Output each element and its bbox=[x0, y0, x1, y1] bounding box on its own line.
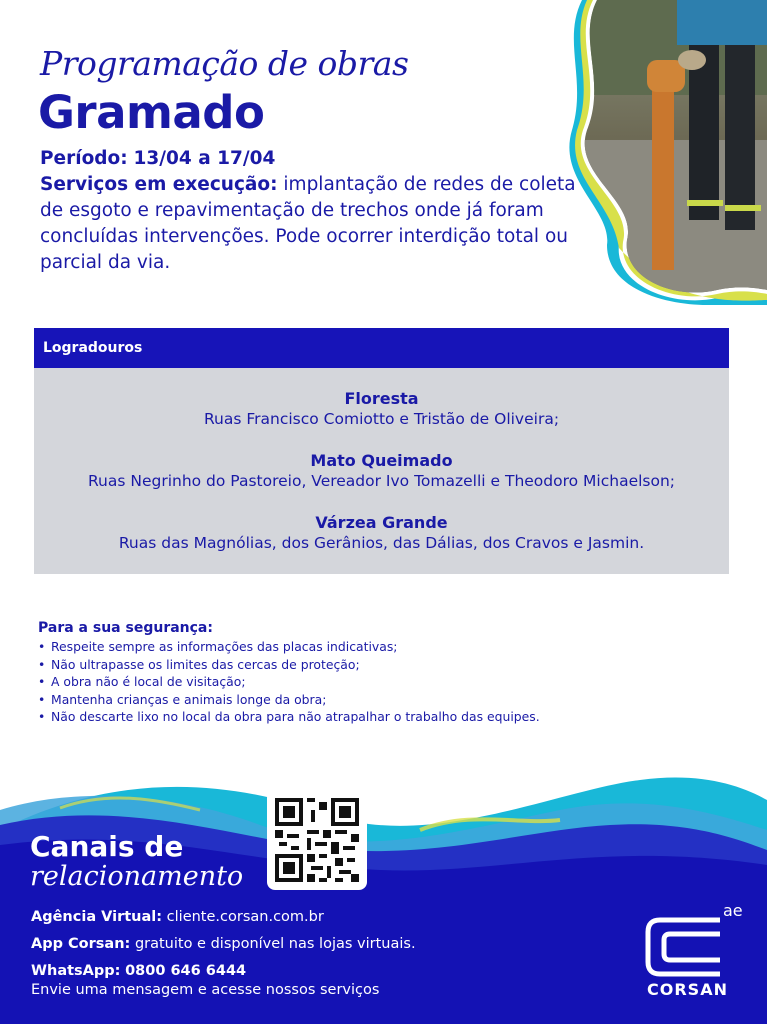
agency-link[interactable]: cliente.corsan.com.br bbox=[166, 909, 324, 925]
period-line bbox=[40, 146, 580, 172]
place-name: Várzea Grande bbox=[315, 513, 448, 532]
page-title: Gramado bbox=[38, 86, 265, 139]
intro-block bbox=[40, 146, 580, 276]
services-text: implantação de redes de coleta de esgoto e repavimentação de trechos onde já foram concluídas intervenções. Pode ocorrer interdição total ou parcial da via. bbox=[40, 174, 576, 273]
place-streets: Ruas Negrinho do Pastoreio, Vereador Ivo Tomazelli e Theodoro Michaelson; bbox=[87, 472, 676, 490]
safety-item: • Mantenha crianças e animais longe da obra; bbox=[38, 691, 638, 709]
safety-item: • A obra não é local de visitação; bbox=[38, 673, 638, 691]
table-body bbox=[34, 368, 729, 574]
place-item bbox=[34, 450, 729, 492]
channels-title-line1: Canais de bbox=[30, 830, 184, 863]
contact-list bbox=[31, 907, 416, 1000]
whatsapp-subtext: Envie uma mensagem e acesse nossos serviços bbox=[31, 982, 380, 998]
app-label: App Corsan: bbox=[31, 936, 131, 952]
services-line bbox=[40, 172, 580, 276]
logo-text: CORSAN bbox=[647, 980, 728, 999]
period-value: 13/04 a 17/04 bbox=[133, 148, 276, 169]
page-subtitle: Programação de obras bbox=[40, 44, 409, 83]
safety-item: • Não ultrapasse os limites das cercas de proteção; bbox=[38, 656, 638, 674]
place-streets: Ruas das Magnólias, dos Gerânios, das Dálias, dos Cravos e Jasmin. bbox=[118, 534, 645, 552]
table-header: Logradouros bbox=[34, 328, 729, 368]
whatsapp-label: WhatsApp: bbox=[31, 963, 121, 979]
contact-app bbox=[31, 934, 416, 961]
services-label: Serviços em execução: bbox=[40, 174, 278, 195]
place-item bbox=[34, 388, 729, 430]
place-name: Mato Queimado bbox=[310, 451, 453, 470]
safety-section bbox=[38, 620, 638, 726]
place-item bbox=[34, 512, 729, 554]
app-text: gratuito e disponível nas lojas virtuais. bbox=[134, 936, 416, 952]
safety-list bbox=[38, 638, 638, 726]
safety-item: • Não descarte lixo no local da obra para não atrapalhar o trabalho das equipes. bbox=[38, 708, 638, 726]
agency-label: Agência Virtual: bbox=[31, 909, 163, 925]
safety-title: Para a sua segurança: bbox=[38, 620, 213, 636]
safety-item: • Respeite sempre as informações das placas indicativas; bbox=[38, 638, 638, 656]
place-streets: Ruas Francisco Comiotto e Tristão de Oliveira; bbox=[203, 410, 560, 428]
qr-code-icon[interactable] bbox=[267, 790, 367, 890]
streets-table bbox=[34, 328, 729, 574]
channels-title bbox=[30, 832, 243, 892]
period-label: Período: bbox=[40, 148, 128, 169]
contact-agency bbox=[31, 907, 416, 934]
whatsapp-number[interactable]: 0800 646 6444 bbox=[125, 963, 247, 979]
place-name: Floresta bbox=[344, 389, 419, 408]
header-photo bbox=[567, 0, 767, 305]
channels-title-line2: relacionamento bbox=[30, 861, 244, 892]
logo-mark: ae bbox=[723, 901, 743, 920]
